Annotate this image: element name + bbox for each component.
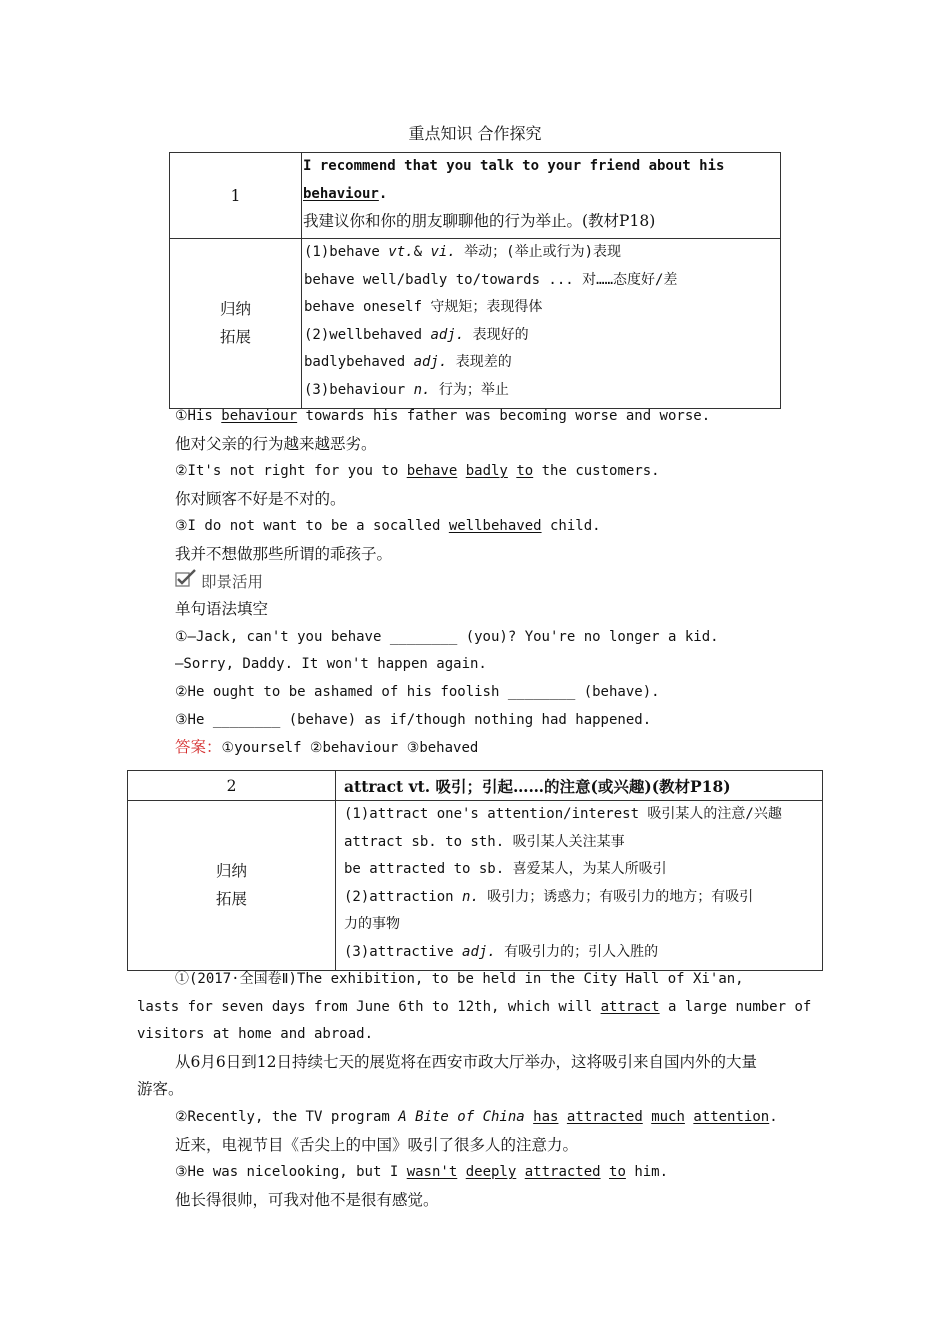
example-translation: 他对父亲的行为越来越恶劣。: [175, 434, 377, 453]
extension-content: (1)behave vt.& vi. 举动；(举止或行为)表现 behave well/badly to/towards ... 对……态度好/差 behave oneself 守规矩；表现得体 (2)wellbehaved adj. 表现好的 badlybehaved adj. 表现差的 (3)behaviour n. 行为；举止: [302, 239, 781, 409]
extension-label: 归纳 拓展: [128, 801, 336, 971]
answer-text: ①yourself ②behaviour ③behaved: [221, 740, 479, 757]
example-sentence: ③He was nicelooking, but I wasn't deeply attracted to him.: [175, 1164, 669, 1181]
key-sentence: I recommend that you talk to your friend about his: [303, 158, 725, 174]
vocab-table-2: [127, 770, 823, 971]
practice-question: ②He ought to be ashamed of his foolish ________ (behave).: [175, 683, 660, 700]
examples-section-2: ①(2017·全国卷Ⅱ)The exhibition, to be held in the City Hall of Xi'an, lasts for seven days from June 6th to 12th, which will attract a large number of visitors at home and abroad. 从6月6日到12日持续七天的展览将在西安市政大厅举办，这将吸引来自国内外的大量 游客。 ②Recently, the TV program A Bite of China has attracted much attention. 近来，电视节目《舌尖上的中国》吸引了很多人的注意力。 ③He was nicelooking, but I wasn't deeply attracted to him. 他长得很帅，可我对他不是很有感觉。: [137, 966, 811, 1214]
example-sentence: ③I do not want to be a socalled wellbehaved child.: [175, 518, 601, 535]
practice-subheading: 单句语法填空: [175, 600, 269, 619]
item-number-text: 1: [230, 186, 241, 205]
extension-content: (1)attract one's attention/interest 吸引某人的注意/兴趣 attract sb. to sth. 吸引某人关注某事 be attracted to sb. 喜爱某人，为某人所吸引 (2)attraction n. 吸引力；诱惑力；有吸引力的地方；有吸引 力的事物 (3)attractive adj. 有吸引力的；引人入胜的: [336, 801, 823, 971]
item-number: [170, 153, 302, 239]
example-translation: 从6月6日到12日持续七天的展览将在西安市政大厅举办，这将吸引来自国内外的大量: [175, 1052, 757, 1071]
example-translation: 我并不想做那些所谓的乖孩子。: [175, 544, 393, 563]
example-sentence: ①His behaviour towards his father was becoming worse and worse.: [175, 408, 711, 424]
vocab-table-1: [169, 152, 781, 409]
checkmark-pencil-icon: [175, 569, 197, 597]
item-number: [128, 771, 336, 801]
key-sentence-cell: I recommend that you talk to your friend about his behaviour. 我建议你和你的朋友聊聊他的行为举止。(教材P18): [302, 153, 781, 239]
example-translation: 他长得很帅，可我对他不是很有感觉。: [175, 1190, 439, 1209]
practice-question: ①—Jack, can't you behave ________ (you)? You're no longer a kid.: [175, 628, 719, 645]
example-sentence: ②Recently, the TV program A Bite of China has attracted much attention.: [175, 1108, 778, 1125]
practice-question: ③He ________ (behave) as if/though nothing had happened.: [175, 711, 652, 728]
headword: attract vt. 吸引；引起……的注意(或兴趣)(教材P18): [336, 771, 823, 801]
key-sentence-translation: 我建议你和你的朋友聊聊他的行为举止。(教材P18): [303, 212, 656, 231]
item-number-text: 2: [226, 776, 237, 795]
example-translation: 近来，电视节目《舌尖上的中国》吸引了很多人的注意力。: [175, 1135, 579, 1154]
practice-question: —Sorry, Daddy. It won't happen again.: [175, 656, 487, 673]
answer-label: 答案：: [175, 738, 222, 757]
key-word: behaviour: [303, 185, 379, 202]
page-title: 重点知识 合作探究: [408, 124, 542, 143]
example-sentence: ①(2017·全国卷Ⅱ)The exhibition, to be held in the City Hall of Xi'an,: [175, 971, 744, 987]
example-sentence: ②It's not right for you to behave badly to the customers.: [175, 463, 660, 480]
example-translation: 你对顾客不好是不对的。: [175, 489, 346, 508]
answer-line: [175, 734, 719, 762]
extension-label: 归纳 拓展: [170, 239, 302, 409]
practice-heading: 即景活用: [175, 569, 719, 597]
examples-section-1: [175, 403, 719, 762]
